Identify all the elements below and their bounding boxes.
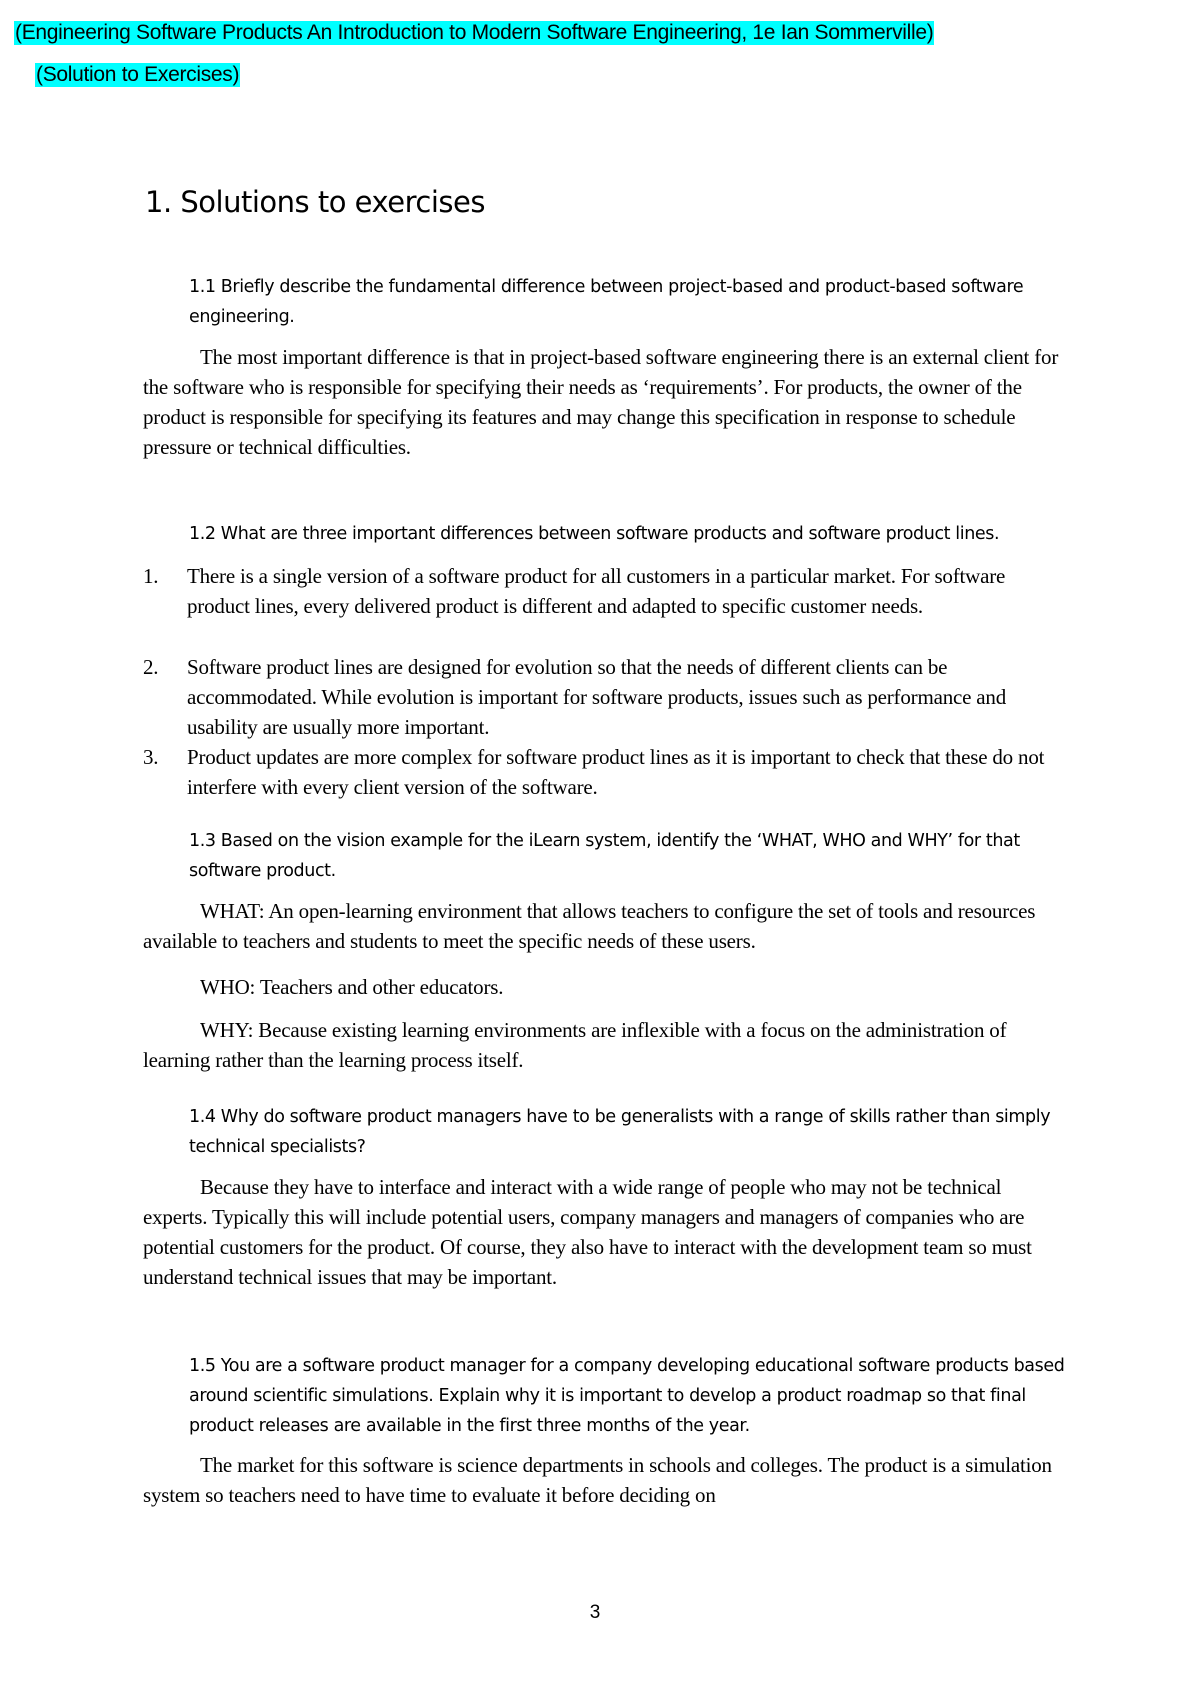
list-text: Product updates are more complex for software product lines as it is important to check that these do not interfere with every client version of the software. — [187, 745, 1045, 799]
answer-1-4: Because they have to interface and interact with a wide range of people who may not be technical experts. Typically this will include potential users, company managers and managers of companies who are potential customers for the product. Of course, they also have to interact with the development team so must understand technical issues that may be important. — [143, 1175, 1032, 1289]
header-book-title: (Engineering Software Products An Introduction to Modern Software Engineering, 1e Ian Sommerville) — [15, 21, 934, 44]
page-number: 3 — [589, 1602, 601, 1623]
header-subtitle: (Solution to Exercises) — [36, 63, 240, 86]
question-1-1: 1.1 Briefly describe the fundamental difference between project-based and product-based software engineering. — [189, 277, 1024, 327]
answer-why: WHY: Because existing learning environments are inflexible with a focus on the administration of learning rather than the learning process itself. — [143, 1018, 1007, 1072]
question-1-2: 1.2 What are three important differences between software products and software product lines. — [189, 524, 1000, 544]
answer-what: WHAT: An open-learning environment that allows teachers to configure the set of tools and resources available to teachers and students to meet the specific needs of these users. — [143, 899, 1036, 953]
question-1-3: 1.3 Based on the vision example for the iLearn system, identify the ‘WHAT, WHO and WHY’ for that software product. — [189, 831, 1020, 881]
answer-who: WHO: Teachers and other educators. — [200, 975, 504, 999]
answer-1-1: The most important difference is that in project-based software engineering there is an external client for the software who is responsible for specifying their needs as ‘requirements’. For products, the owner of the product is responsible for specifying its features and may change this specification in response to schedule pressure or technical difficulties. — [143, 345, 1059, 459]
section-title: 1. Solutions to exercises — [145, 185, 485, 219]
list-item — [143, 652, 1063, 742]
list-text: There is a single version of a software product for all customers in a particular market. For software product lines, every delivered product is different and adapted to specific customer needs. — [187, 564, 1006, 618]
list-text: Software product lines are designed for evolution so that the needs of different clients can be accommodated. While evolution is important for software products, issues such as performance and usability are usually more important. — [187, 655, 1007, 739]
list-item — [143, 742, 1063, 802]
list-item — [143, 561, 1063, 621]
question-1-4: 1.4 Why do software product managers have to be generalists with a range of skills rather than simply technical specialists? — [189, 1107, 1051, 1157]
list-number: 3. — [143, 745, 159, 769]
list-number: 2. — [143, 655, 159, 679]
question-1-5: 1.5 You are a software product manager for a company developing educational software products based around scientific simulations. Explain why it is important to develop a product roadmap so that final product releases are available in the first three months of the year. — [189, 1356, 1065, 1436]
list-number: 1. — [143, 564, 159, 588]
answer-1-5: The market for this software is science departments in schools and colleges. The product is a simulation system so teachers need to have time to evaluate it before deciding on — [143, 1453, 1052, 1507]
